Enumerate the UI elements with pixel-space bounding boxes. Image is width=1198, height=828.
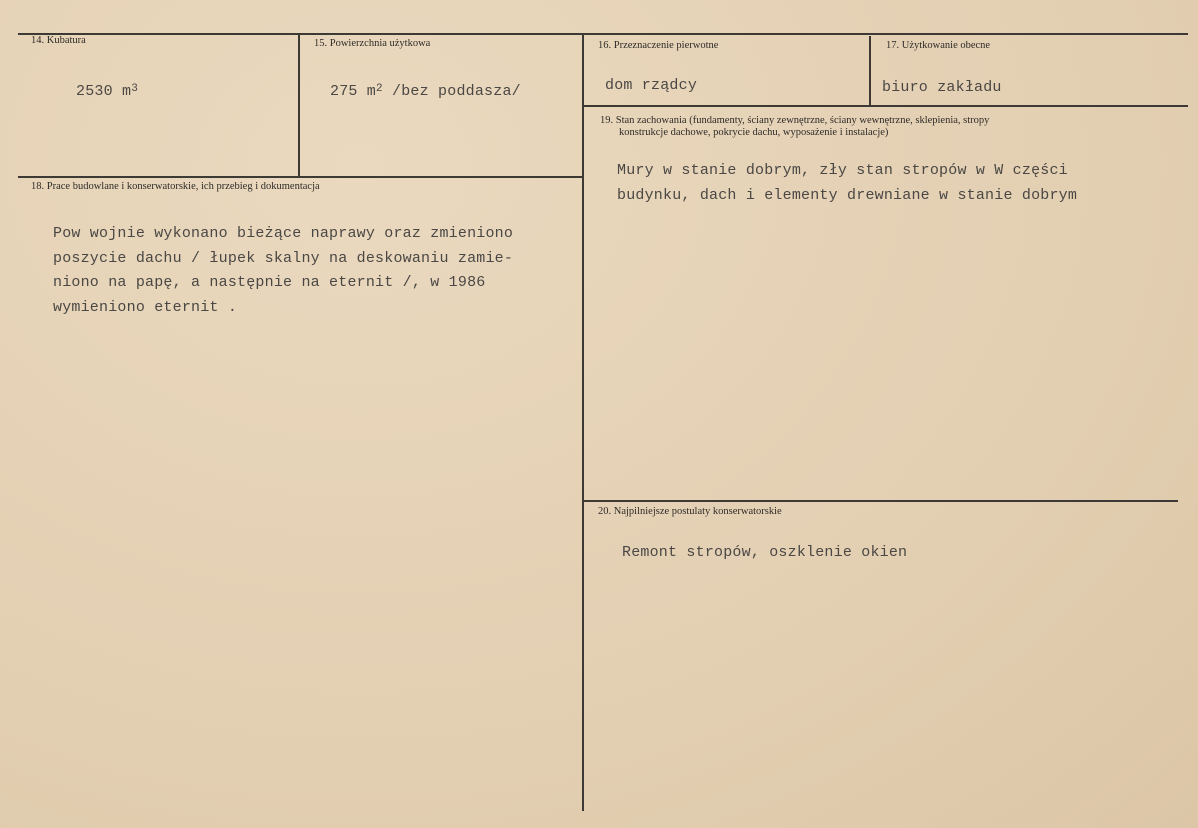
field-18-label: 18. Prace budowlane i konserwatorskie, ich przebieg i dokumentacja <box>31 181 320 192</box>
field-17-label: 17. Użytkowanie obecne <box>886 40 991 51</box>
field-20-value: Remont stropów, oszklenie okien <box>622 544 908 561</box>
top-rule <box>18 33 1188 35</box>
main-vertical-divider <box>582 33 584 811</box>
divider-14-15 <box>298 33 300 176</box>
field-18-line: wymieniono eternit . <box>53 298 238 316</box>
rule-under-14-15 <box>18 176 584 178</box>
rule-above-20 <box>584 500 1178 502</box>
field-18-line: niono na papę, a następnie na eternit /, w 1986 <box>53 274 486 291</box>
field-19-line: Mury w stanie dobrym, zły stan stropów w W części <box>617 162 1068 179</box>
field-19-label-line-2: konstrukcje dachowe, pokrycie dachu, wyposażenie i instalacje) <box>619 127 889 138</box>
rule-under-16-17 <box>584 105 1188 107</box>
field-19-label <box>600 115 1170 139</box>
field-14-exponent: 3 <box>131 83 139 95</box>
field-14-number: 2530 m <box>76 83 132 100</box>
field-17-value: biuro zakładu <box>882 79 1002 96</box>
field-19-line: budynku, dach i elementy drewniane w stanie dobrym <box>617 186 1078 204</box>
field-15-suffix: /bez poddasza/ <box>382 83 521 100</box>
divider-16-17 <box>869 36 871 106</box>
field-19-label-line-1: 19. Stan zachowania (fundamenty, ściany zewnętrzne, ściany wewnętrzne, sklepienia, stropy <box>600 115 990 126</box>
field-16-label: 16. Przeznaczenie pierwotne <box>598 40 719 51</box>
field-14-label: 14. Kubatura <box>31 35 86 46</box>
field-18-line: poszycie dachu / łupek skalny na deskowaniu zamie- <box>53 249 514 267</box>
field-15-label: 15. Powierzchnia użytkowa <box>314 38 431 49</box>
field-18-line: Pow wojnie wykonano bieżące naprawy oraz zmieniono <box>53 225 514 242</box>
field-19-text <box>617 159 1077 208</box>
field-15-exponent: 2 <box>376 83 383 95</box>
field-15-value <box>330 80 521 105</box>
field-18-text <box>53 222 513 320</box>
field-15-number: 275 m <box>330 83 377 100</box>
field-16-value: dom rządcy <box>605 77 698 94</box>
field-14-value <box>76 80 138 105</box>
field-20-label: 20. Najpilniejsze postulaty konserwatorskie <box>598 506 782 517</box>
